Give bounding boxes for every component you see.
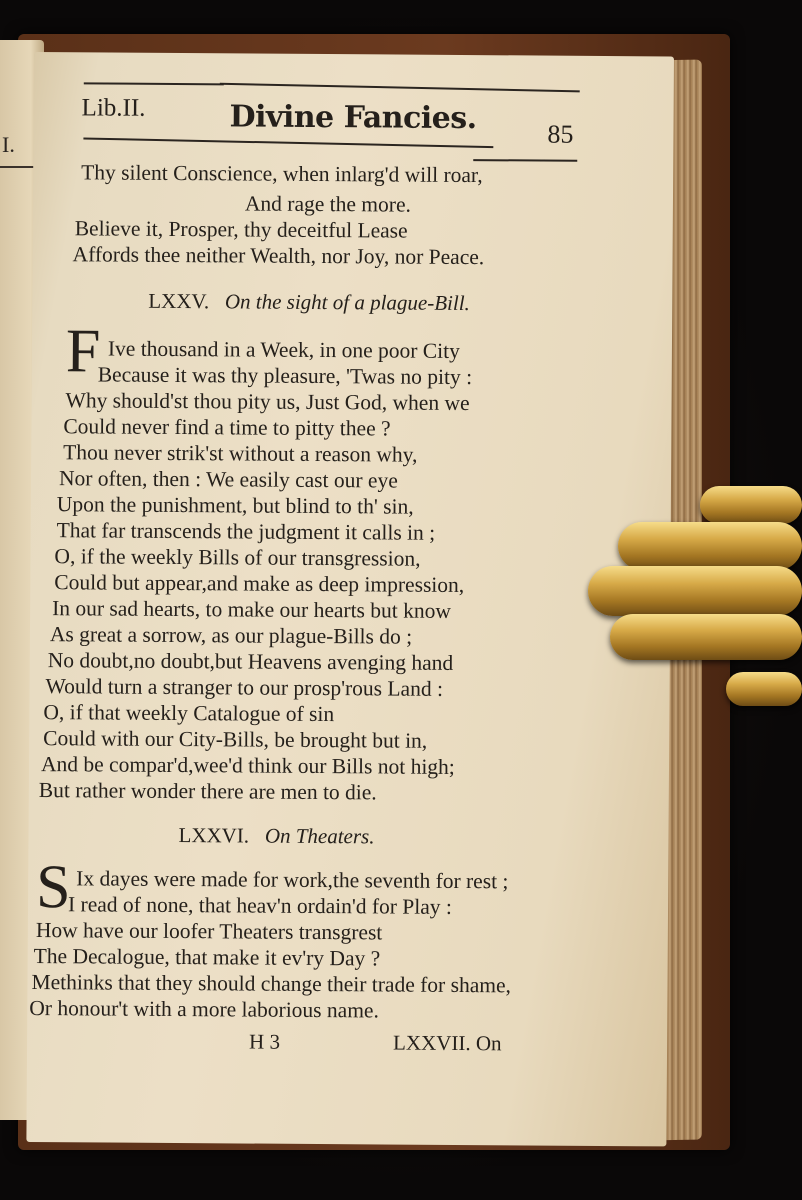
verse-line: O, if that weekly Catalogue of sin	[43, 700, 335, 727]
verse-line: Or honour't with a more laborious name.	[29, 995, 379, 1023]
poem-title: On the sight of a plague-Bill.	[224, 289, 470, 316]
clip-finger	[618, 522, 802, 570]
book-page	[26, 52, 674, 1146]
left-page-fragment: I.	[2, 132, 15, 157]
verse-line: Why should'st thou pity us, Just God, when we	[65, 388, 470, 416]
verse-line: No doubt,no doubt,but Heavens avenging hand	[47, 648, 454, 675]
verse-line: But rather wonder there are men to die.	[38, 778, 377, 805]
verse-line: Ix dayes were made for work,the seventh for rest ;	[76, 866, 509, 894]
header-rule-top	[220, 83, 580, 93]
clip-finger	[610, 614, 802, 660]
poem-title: On Theaters.	[264, 823, 375, 849]
verse-line: And be compar'd,wee'd think our Bills not high;	[40, 752, 455, 779]
catchword: LXXVII. On	[393, 1030, 502, 1056]
verse-line: That far transcends the judgment it calls in ;	[56, 518, 436, 545]
verse-line: How have our loofer Theaters transgrest	[35, 918, 383, 945]
verse-line: O, if the weekly Bills of our transgression,	[54, 544, 421, 571]
verse-line: Could with our City-Bills, be brought but in,	[43, 726, 428, 753]
verse-line: Upon the punishment, but blind to th' sin,	[56, 492, 414, 519]
verse-line: Could but appear,and make as deep impression,	[54, 570, 465, 598]
verse-line: I read of none, that heav'n ordain'd for Play :	[67, 892, 453, 919]
poem-number: LXXVI.	[178, 823, 250, 848]
verse-line: Thy silent Conscience, when inlarg'd will roar,	[81, 160, 483, 188]
verse-line: The Decalogue, that make it ev'ry Day ?	[33, 944, 381, 971]
poem-heading	[178, 823, 374, 849]
page-text	[26, 52, 674, 1146]
verse-line: Thou never strik'st without a reason why,	[63, 440, 418, 467]
running-head-book: Lib.II.	[81, 94, 146, 122]
verse-line: Would turn a stranger to our prosp'rous Land :	[45, 674, 444, 701]
page-number: 85	[547, 119, 574, 149]
verse-line: Ive thousand in a Week, in one poor City	[107, 336, 460, 363]
header-rule-left	[84, 82, 224, 85]
header-rule-right	[473, 159, 577, 162]
verse-line: Believe it, Prosper, thy deceitful Lease	[74, 216, 408, 243]
clip-finger	[700, 486, 802, 524]
verse-line: Because it was thy pleasure, 'Twas no pity :	[97, 362, 473, 390]
drop-cap: S	[35, 853, 71, 922]
verse-line: As great a sorrow, as our plague-Bills do ;	[49, 622, 413, 649]
verse-line: Affords thee neither Wealth, nor Joy, nor Peace.	[72, 242, 485, 270]
verse-line: Methinks that they should change their trade for shame,	[31, 970, 512, 998]
running-head-title: Divine Fancies.	[229, 99, 477, 137]
poem-heading	[148, 289, 470, 316]
clip-finger	[726, 672, 802, 706]
signature-mark: H 3	[249, 1029, 281, 1054]
drop-cap: F	[65, 317, 101, 386]
brass-page-clip	[588, 486, 802, 716]
clip-finger	[588, 566, 802, 616]
poem-number: LXXV.	[148, 288, 210, 314]
verse-line: Nor often, then : We easily cast our eye	[58, 466, 398, 493]
verse-line: Could never find a time to pitty thee ?	[63, 414, 391, 441]
verse-line: In our sad hearts, to make our hearts but know	[52, 596, 452, 623]
verse-line: And rage the more.	[244, 191, 411, 217]
header-rule-bottom	[83, 137, 493, 148]
